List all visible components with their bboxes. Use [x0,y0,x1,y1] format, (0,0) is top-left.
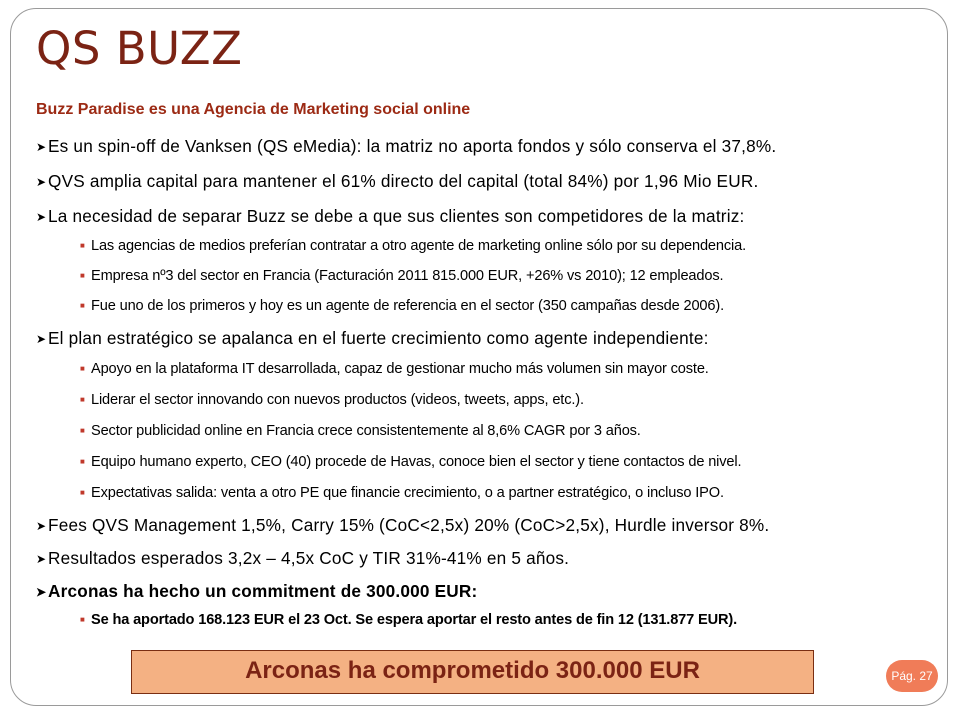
sub-bullet-item: ■ Equipo humano experto, CEO (40) procede de Havas, conoce bien el sector y tiene contactos de nivel. [80,454,742,470]
slide-subtitle: Buzz Paradise es una Agencia de Marketing social online [36,101,471,118]
bullet-item: ➤ La necesidad de separar Buzz se debe a que sus clientes son competidores de la matriz: [36,206,745,226]
square-bullet-icon: ■ [80,426,85,435]
sub-bullet-item: ■ Las agencias de medios preferían contratar a otro agente de marketing online sólo por su dependencia. [80,238,746,254]
bullet-item: ➤ El plan estratégico se apalanca en el fuerte crecimiento como agente independiente: [36,328,709,348]
arrow-bullet-icon: ➤ [36,140,47,154]
bullet-item: ➤ Es un spin-off de Vanksen (QS eMedia): la matriz no aporta fondos y sólo conserva el 37,8%. [36,136,777,156]
bullet-item: ➤ QVS amplia capital para mantener el 61% directo del capital (total 84%) por 1,96 Mio EUR. [36,171,759,191]
arrow-bullet-icon: ➤ [36,332,47,346]
arrow-bullet-icon: ➤ [36,210,47,224]
page-number-badge: Pág. 27 [886,660,938,692]
slide-title: QS BUZZ [36,22,243,75]
arrow-bullet-icon: ➤ [36,519,47,533]
arrow-bullet-icon: ➤ [36,585,47,599]
sub-bullet-item: ■ Empresa nº3 del sector en Francia (Facturación 2011 815.000 EUR, +26% vs 2010); 12 empleados. [80,268,724,284]
bullet-item: ➤ Arconas ha hecho un commitment de 300.000 EUR: [36,581,478,601]
sub-bullet-item: ■ Fue uno de los primeros y hoy es un agente de referencia en el sector (350 campañas desde 2006). [80,298,724,314]
square-bullet-icon: ■ [80,241,85,250]
square-bullet-icon: ■ [80,615,85,624]
sub-bullet-item: ■ Liderar el sector innovando con nuevos productos (videos, tweets, apps, etc.). [80,392,584,408]
square-bullet-icon: ■ [80,271,85,280]
square-bullet-icon: ■ [80,488,85,497]
sub-bullet-item: ■ Apoyo en la plataforma IT desarrollada, capaz de gestionar mucho más volumen sin mayor coste. [80,361,709,377]
sub-bullet-item: ■ Expectativas salida: venta a otro PE que financie crecimiento, o a partner estratégico, o incluso IPO. [80,485,724,501]
arrow-bullet-icon: ➤ [36,552,47,566]
bullet-item: ➤ Resultados esperados 3,2x – 4,5x CoC y TIR 31%-41% en 5 años. [36,548,570,568]
sub-bullet-item: ■ Sector publicidad online en Francia crece consistentemente al 8,6% CAGR por 3 años. [80,423,641,439]
square-bullet-icon: ■ [80,301,85,310]
commitment-callout: Arconas ha comprometido 300.000 EUR [131,650,814,694]
sub-bullet-item: ■ Se ha aportado 168.123 EUR el 23 Oct. Se espera aportar el resto antes de fin 12 (131.877 EUR). [80,612,737,628]
square-bullet-icon: ■ [80,364,85,373]
square-bullet-icon: ■ [80,395,85,404]
square-bullet-icon: ■ [80,457,85,466]
bullet-item: ➤ Fees QVS Management 1,5%, Carry 15% (CoC<2,5x) 20% (CoC>2,5x), Hurdle inversor 8%. [36,515,770,535]
arrow-bullet-icon: ➤ [36,175,47,189]
